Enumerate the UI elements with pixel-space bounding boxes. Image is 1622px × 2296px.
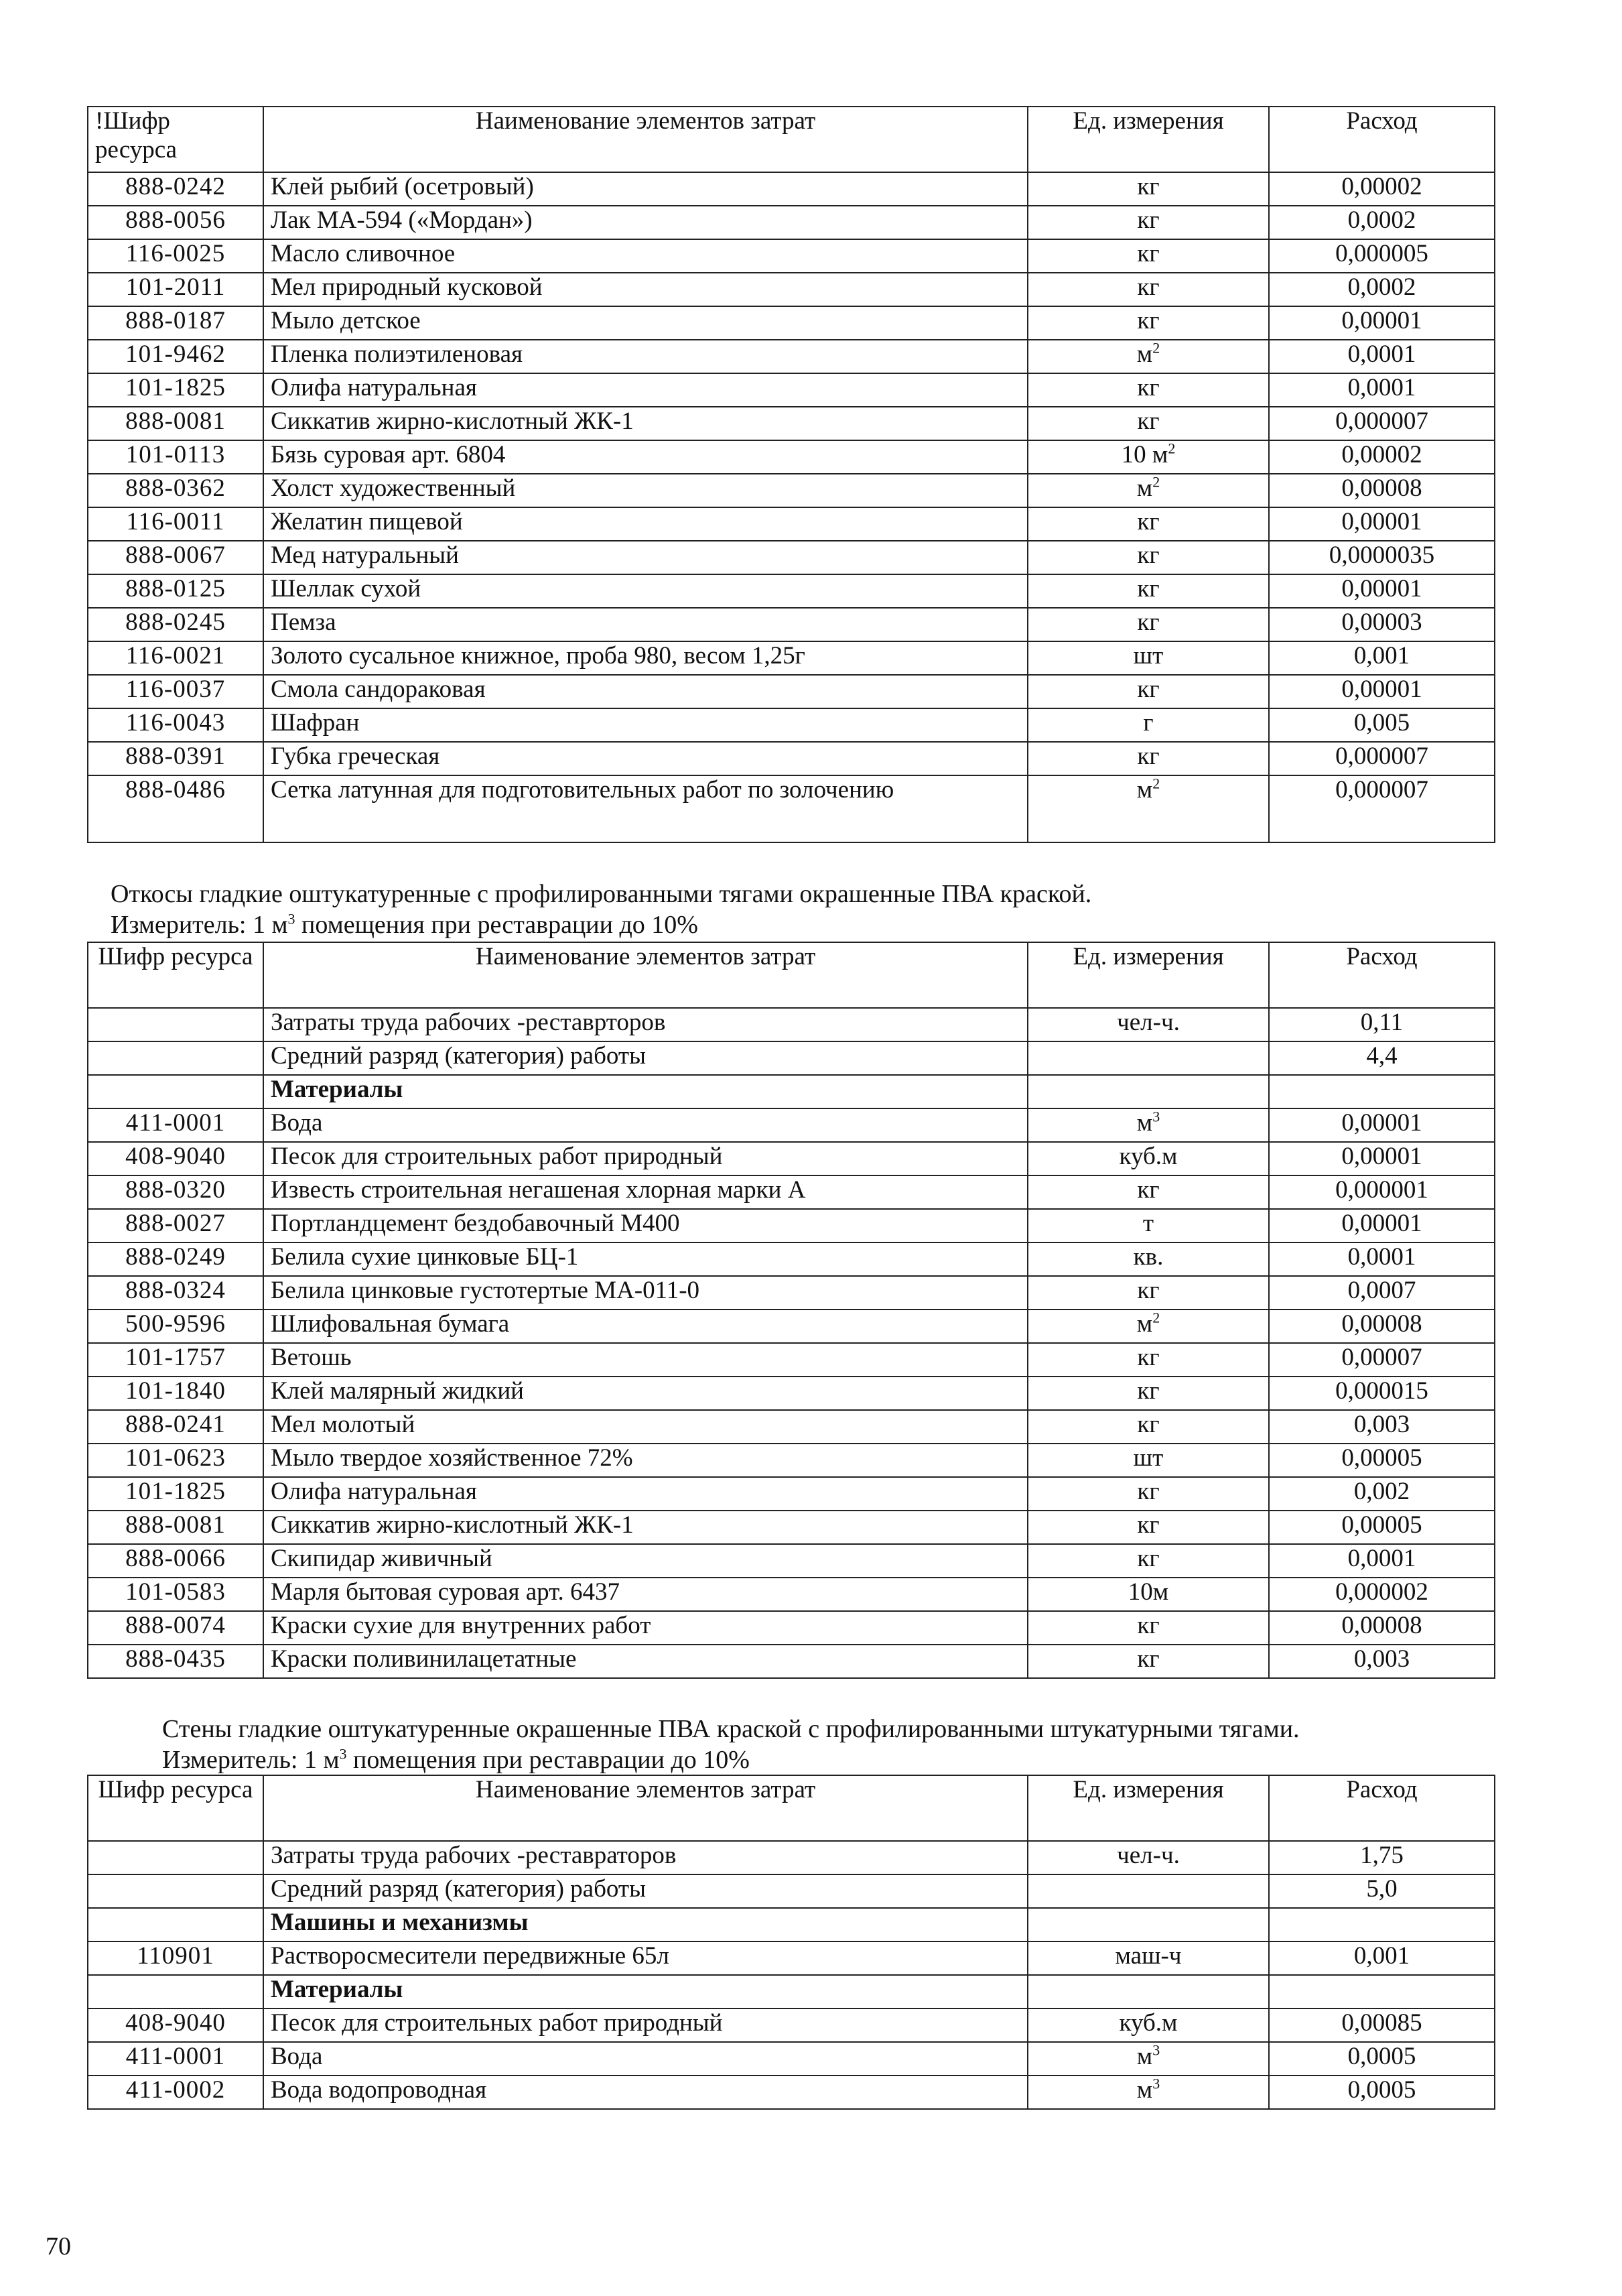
cell-unit: кг	[1028, 1276, 1269, 1310]
cell-name: Клей малярный жидкий	[263, 1377, 1028, 1410]
cell-unit: кг	[1028, 1377, 1269, 1410]
cell-code: 116-0025	[88, 239, 263, 273]
cell-name: Затраты труда рабочих -реставраторов	[263, 1841, 1028, 1874]
cell-qty: 0,00007	[1269, 1343, 1495, 1377]
cell-code	[88, 1908, 263, 1941]
cell-qty: 0,00003	[1269, 608, 1495, 641]
table-row	[88, 1377, 1495, 1410]
cell-unit: кг	[1028, 407, 1269, 440]
cell-unit: кг	[1028, 373, 1269, 407]
cell-qty: 0,000015	[1269, 1377, 1495, 1410]
cell-code: 101-2011	[88, 273, 263, 306]
cell-name: Скипидар живичный	[263, 1544, 1028, 1578]
header-name: Наименование элементов затрат	[263, 942, 1028, 1008]
cell-unit: кг	[1028, 172, 1269, 206]
cell-qty: 0,00008	[1269, 1310, 1495, 1343]
cell-name: Клей рыбий (осетровый)	[263, 172, 1028, 206]
cell-name: Марля бытовая суровая арт. 6437	[263, 1578, 1028, 1611]
cell-code: 101-9462	[88, 340, 263, 373]
cell-code: 888-0249	[88, 1242, 263, 1276]
cell-code: 888-0242	[88, 172, 263, 206]
cell-qty: 0,0001	[1269, 340, 1495, 373]
cell-qty: 0,00001	[1269, 1108, 1495, 1142]
cell-qty: 0,11	[1269, 1008, 1495, 1041]
header-qty: Расход	[1269, 942, 1495, 1008]
cell-name: Холст художественный	[263, 474, 1028, 507]
labor-row	[88, 1841, 1495, 1874]
cell-name: Средний разряд (категория) работы	[263, 1874, 1028, 1908]
cell-qty: 0,0005	[1269, 2076, 1495, 2109]
cell-name: Масло сливочное	[263, 239, 1028, 273]
cell-code: 411-0001	[88, 2042, 263, 2076]
cell-unit: чел-ч.	[1028, 1841, 1269, 1874]
cell-code: 888-0391	[88, 742, 263, 775]
cell-name: Олифа натуральная	[263, 1477, 1028, 1511]
cell-unit: кг	[1028, 675, 1269, 708]
cell-code: 101-0623	[88, 1444, 263, 1477]
cell-code: 116-0011	[88, 507, 263, 541]
resource-table-2	[87, 942, 1495, 1679]
cell-name: Вода водопроводная	[263, 2076, 1028, 2109]
cell-name: Олифа натуральная	[263, 373, 1028, 407]
cell-code: 888-0320	[88, 1175, 263, 1209]
cell-code: 101-1840	[88, 1377, 263, 1410]
cell-qty: 0,000001	[1269, 1175, 1495, 1209]
cell-name: Пемза	[263, 608, 1028, 641]
cell-code: 888-0066	[88, 1544, 263, 1578]
cell-name: Краски сухие для внутренних работ	[263, 1611, 1028, 1645]
cell-name: Сиккатив жирно-кислотный ЖК-1	[263, 1511, 1028, 1544]
cell-unit: шт	[1028, 641, 1269, 675]
cell-qty: 0,00008	[1269, 474, 1495, 507]
cell-unit: $м^3$	[1028, 1108, 1269, 1142]
cell-qty: 0,0001	[1269, 1544, 1495, 1578]
labor-row	[88, 1008, 1495, 1041]
section-3-measure	[162, 1744, 750, 1776]
cell-code: 101-1825	[88, 1477, 263, 1511]
cell-unit: кг	[1028, 206, 1269, 239]
cell-name: Шлифовальная бумага	[263, 1310, 1028, 1343]
cell-qty: 0,001	[1269, 1941, 1495, 1975]
cell-qty: 5,0	[1269, 1874, 1495, 1908]
cell-name: Лак МА-594 («Мордан»)	[263, 206, 1028, 239]
header-unit: Ед. измерения	[1028, 1775, 1269, 1841]
table-row	[88, 474, 1495, 507]
table-row	[88, 2008, 1495, 2042]
cell-name: Желатин пищевой	[263, 507, 1028, 541]
cell-name: Вода	[263, 1108, 1028, 1142]
cell-unit: кг	[1028, 1175, 1269, 1209]
cell-name: Шеллак сухой	[263, 574, 1028, 608]
cell-code: 888-0486	[88, 775, 263, 842]
cell-qty: 0,0007	[1269, 1276, 1495, 1310]
cell-unit: кг	[1028, 541, 1269, 574]
table-row	[88, 1209, 1495, 1242]
grade-row	[88, 1041, 1495, 1075]
cell-code: 101-1825	[88, 373, 263, 407]
table-row	[88, 775, 1495, 842]
header-name: Наименование элементов затрат	[263, 107, 1028, 172]
cell-code: 116-0021	[88, 641, 263, 675]
cell-name: Средний разряд (категория) работы	[263, 1041, 1028, 1075]
section-3-title: Стены гладкие оштукатуренные окрашенные ПВА краской с профилированными штукатурными тягами.	[162, 1715, 1300, 1743]
resource-table-3	[87, 1775, 1495, 2110]
cell-name: Белила цинковые густотертые МА-011-0	[263, 1276, 1028, 1310]
table-row	[88, 306, 1495, 340]
cell-qty: 0,0002	[1269, 206, 1495, 239]
table-row	[88, 407, 1495, 440]
cell-unit: маш-ч	[1028, 1941, 1269, 1975]
table-row	[88, 1645, 1495, 1678]
cell-name: Белила сухие цинковые БЦ-1	[263, 1242, 1028, 1276]
cell-name: Затраты труда рабочих -реставрторов	[263, 1008, 1028, 1041]
cell-qty	[1269, 1975, 1495, 2008]
table-header-row	[88, 942, 1495, 1008]
table-row	[88, 1511, 1495, 1544]
cell-qty: 0,00002	[1269, 172, 1495, 206]
cell-code: 888-0027	[88, 1209, 263, 1242]
cell-qty: 0,000007	[1269, 775, 1495, 842]
cell-name: Вода	[263, 2042, 1028, 2076]
table-row	[88, 1242, 1495, 1276]
cell-unit	[1028, 1874, 1269, 1908]
table-row	[88, 1410, 1495, 1444]
cell-code: 888-0125	[88, 574, 263, 608]
table-row	[88, 1108, 1495, 1142]
table-row	[88, 2076, 1495, 2109]
materials-group-row	[88, 1975, 1495, 2008]
cell-qty	[1269, 1908, 1495, 1941]
table-row	[88, 440, 1495, 474]
cell-unit: кг	[1028, 1544, 1269, 1578]
materials-group-row	[88, 1075, 1495, 1108]
cell-unit: шт	[1028, 1444, 1269, 1477]
cell-qty: 0,0001	[1269, 1242, 1495, 1276]
cell-name: Песок для строительных работ природный	[263, 2008, 1028, 2042]
cell-code: 411-0002	[88, 2076, 263, 2109]
cell-name: Сиккатив жирно-кислотный ЖК-1	[263, 407, 1028, 440]
table-header-row	[88, 107, 1495, 172]
cell-name: Золото сусальное книжное, проба 980, весом 1,25г	[263, 641, 1028, 675]
cell-code: 888-0245	[88, 608, 263, 641]
cell-unit: кг	[1028, 1611, 1269, 1645]
cell-unit: 10 $м^2$	[1028, 440, 1269, 474]
cell-qty: 0,002	[1269, 1477, 1495, 1511]
header-name: Наименование элементов затрат	[263, 1775, 1028, 1841]
cell-code: 101-1757	[88, 1343, 263, 1377]
cell-qty: 0,00001	[1269, 507, 1495, 541]
cell-unit: $м^2$	[1028, 474, 1269, 507]
header-unit: Ед. измерения	[1028, 107, 1269, 172]
header-unit: Ед. измерения	[1028, 942, 1269, 1008]
table-row	[88, 1611, 1495, 1645]
cell-unit: кг	[1028, 1645, 1269, 1678]
cell-qty: 0,0005	[1269, 2042, 1495, 2076]
cell-name: Растворосмесители передвижные 65л	[263, 1941, 1028, 1975]
resource-table-1	[87, 106, 1495, 843]
cell-qty: 0,00005	[1269, 1444, 1495, 1477]
cell-qty: 0,0002	[1269, 273, 1495, 306]
table-row	[88, 675, 1495, 708]
cell-code: 888-0067	[88, 541, 263, 574]
cell-code: 408-9040	[88, 1142, 263, 1175]
cell-unit: $м^2$	[1028, 775, 1269, 842]
cell-qty: 0,0001	[1269, 373, 1495, 407]
cell-code: 888-0074	[88, 1611, 263, 1645]
table-row	[88, 708, 1495, 742]
cell-name: Бязь суровая арт. 6804	[263, 440, 1028, 474]
cell-code: 888-0081	[88, 407, 263, 440]
cell-qty: 0,000007	[1269, 742, 1495, 775]
header-qty: Расход	[1269, 1775, 1495, 1841]
table-row	[88, 1941, 1495, 1975]
cell-code: 888-0081	[88, 1511, 263, 1544]
table-row	[88, 541, 1495, 574]
cell-qty	[1269, 1075, 1495, 1108]
table-row	[88, 1578, 1495, 1611]
cell-qty: 0,00005	[1269, 1511, 1495, 1544]
cell-unit: кг	[1028, 1410, 1269, 1444]
cell-unit: кг	[1028, 742, 1269, 775]
cell-unit: т	[1028, 1209, 1269, 1242]
cell-code: 888-0241	[88, 1410, 263, 1444]
table-row	[88, 1477, 1495, 1511]
cell-unit: $м^2$	[1028, 340, 1269, 373]
cell-qty: 0,000007	[1269, 407, 1495, 440]
section-2-title: Откосы гладкие оштукатуренные с профилированными тягами окрашенные ПВА краской.	[111, 880, 1092, 908]
table-row	[88, 507, 1495, 541]
group-label: Материалы	[263, 1075, 1028, 1108]
cell-code: 116-0037	[88, 675, 263, 708]
cell-name: Известь строительная негашеная хлорная марки А	[263, 1175, 1028, 1209]
machines-group-row	[88, 1908, 1495, 1941]
cell-name: Сетка латунная для подготовительных работ по золочению	[263, 775, 1028, 842]
header-qty: Расход	[1269, 107, 1495, 172]
table-row	[88, 742, 1495, 775]
section-2-measure	[111, 909, 698, 941]
cell-unit	[1028, 1908, 1269, 1941]
cell-name: Мыло детское	[263, 306, 1028, 340]
cell-code: 101-0113	[88, 440, 263, 474]
cell-unit: куб.м	[1028, 1142, 1269, 1175]
cell-unit: $м^3$	[1028, 2076, 1269, 2109]
table-row	[88, 172, 1495, 206]
cell-name: Мед натуральный	[263, 541, 1028, 574]
table-row	[88, 1142, 1495, 1175]
cell-code	[88, 1975, 263, 2008]
cell-unit	[1028, 1075, 1269, 1108]
header-code: Шифр ресурса	[88, 1775, 263, 1841]
cell-qty: 0,00001	[1269, 675, 1495, 708]
cell-name: Краски поливинилацетатные	[263, 1645, 1028, 1678]
cell-code: 888-0435	[88, 1645, 263, 1678]
cell-unit	[1028, 1975, 1269, 2008]
cell-unit	[1028, 1041, 1269, 1075]
cell-qty: 4,4	[1269, 1041, 1495, 1075]
cell-qty: 0,00001	[1269, 1209, 1495, 1242]
table-row	[88, 608, 1495, 641]
cell-code: 888-0056	[88, 206, 263, 239]
group-label: Материалы	[263, 1975, 1028, 2008]
cell-unit: кг	[1028, 306, 1269, 340]
cell-code: 110901	[88, 1941, 263, 1975]
grade-row	[88, 1874, 1495, 1908]
table-row	[88, 1444, 1495, 1477]
table-header-row	[88, 1775, 1495, 1841]
cell-qty: 0,00001	[1269, 1142, 1495, 1175]
cell-code: 888-0362	[88, 474, 263, 507]
cell-qty: 0,0000035	[1269, 541, 1495, 574]
cell-code: 888-0187	[88, 306, 263, 340]
cell-name: Шафран	[263, 708, 1028, 742]
cell-name: Пленка полиэтиленовая	[263, 340, 1028, 373]
table-row	[88, 641, 1495, 675]
table-row	[88, 340, 1495, 373]
page-number: 70	[46, 2232, 71, 2260]
cell-qty: 0,001	[1269, 641, 1495, 675]
cell-code	[88, 1075, 263, 1108]
cell-unit: г	[1028, 708, 1269, 742]
cell-qty: 0,005	[1269, 708, 1495, 742]
table-row	[88, 373, 1495, 407]
cell-qty: 0,003	[1269, 1645, 1495, 1678]
cell-unit: $м^3$	[1028, 2042, 1269, 2076]
cell-qty: 0,00008	[1269, 1611, 1495, 1645]
group-label: Машины и механизмы	[263, 1908, 1028, 1941]
cell-code	[88, 1008, 263, 1041]
cell-name: Песок для строительных работ природный	[263, 1142, 1028, 1175]
table-row	[88, 2042, 1495, 2076]
header-code: !Шифр ресурса	[88, 107, 263, 172]
section-3-measure-text: Измеритель: 1 $м^3$ помещения при реставрации до 10%	[162, 1745, 750, 1774]
cell-unit: куб.м	[1028, 2008, 1269, 2042]
cell-code	[88, 1041, 263, 1075]
cell-qty: 1,75	[1269, 1841, 1495, 1874]
cell-unit: кг	[1028, 574, 1269, 608]
section-2-measure-text: Измеритель: 1 $м^3$ помещения при реставрации до 10%	[111, 910, 698, 939]
cell-qty: 0,000005	[1269, 239, 1495, 273]
cell-code: 116-0043	[88, 708, 263, 742]
table-row	[88, 1310, 1495, 1343]
cell-code: 408-9040	[88, 2008, 263, 2042]
cell-unit: кг	[1028, 273, 1269, 306]
cell-qty: 0,00085	[1269, 2008, 1495, 2042]
table-row	[88, 1544, 1495, 1578]
cell-code	[88, 1874, 263, 1908]
table-row	[88, 1175, 1495, 1209]
cell-code: 101-0583	[88, 1578, 263, 1611]
header-code: Шифр ресурса	[88, 942, 263, 1008]
cell-unit: кв.	[1028, 1242, 1269, 1276]
cell-qty: 0,00001	[1269, 574, 1495, 608]
cell-code	[88, 1841, 263, 1874]
cell-name: Ветошь	[263, 1343, 1028, 1377]
cell-code: 411-0001	[88, 1108, 263, 1142]
cell-name: Портландцемент бездобавочный М400	[263, 1209, 1028, 1242]
table-row	[88, 1276, 1495, 1310]
cell-unit: кг	[1028, 1511, 1269, 1544]
table-row	[88, 273, 1495, 306]
cell-unit: $м^2$	[1028, 1310, 1269, 1343]
cell-name: Мел молотый	[263, 1410, 1028, 1444]
cell-name: Мыло твердое хозяйственное 72%	[263, 1444, 1028, 1477]
table-row	[88, 1343, 1495, 1377]
cell-qty: 0,003	[1269, 1410, 1495, 1444]
table-row	[88, 574, 1495, 608]
cell-unit: кг	[1028, 1477, 1269, 1511]
cell-qty: 0,00002	[1269, 440, 1495, 474]
cell-name: Мел природный кусковой	[263, 273, 1028, 306]
cell-name: Губка греческая	[263, 742, 1028, 775]
cell-unit: чел-ч.	[1028, 1008, 1269, 1041]
cell-unit: кг	[1028, 1343, 1269, 1377]
cell-unit: кг	[1028, 608, 1269, 641]
cell-unit: 10м	[1028, 1578, 1269, 1611]
cell-unit: кг	[1028, 239, 1269, 273]
cell-code: 888-0324	[88, 1276, 263, 1310]
cell-name: Смола сандораковая	[263, 675, 1028, 708]
cell-unit: кг	[1028, 507, 1269, 541]
table-row	[88, 239, 1495, 273]
cell-code: 500-9596	[88, 1310, 263, 1343]
table-row	[88, 206, 1495, 239]
cell-qty: 0,000002	[1269, 1578, 1495, 1611]
cell-qty: 0,00001	[1269, 306, 1495, 340]
